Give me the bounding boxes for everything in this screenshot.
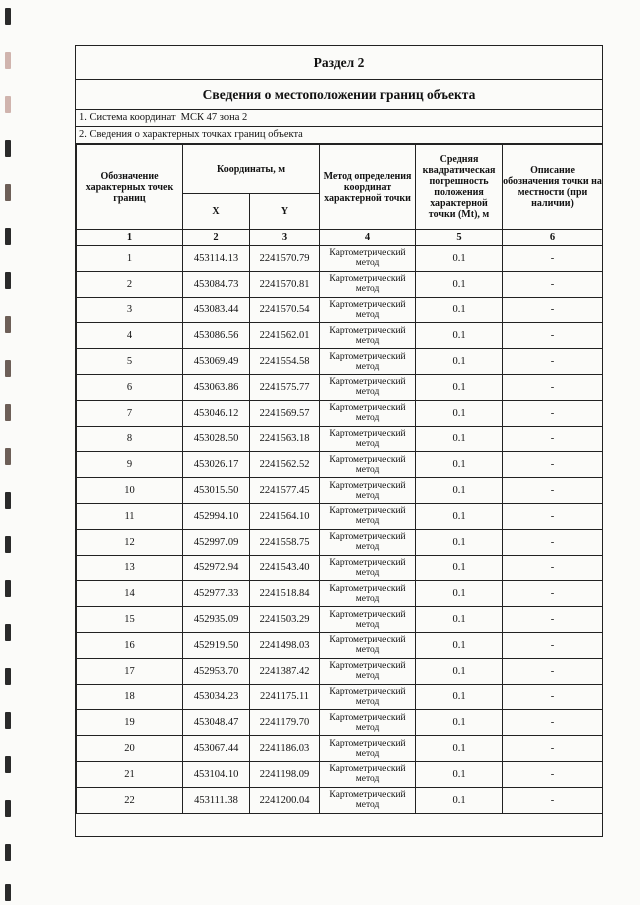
point-number-cell: 17 (77, 658, 183, 684)
method-cell: Картометрический метод (320, 400, 416, 426)
table-row (77, 761, 603, 787)
table-row (77, 271, 603, 297)
y-coordinate-cell: 2241577.45 (250, 478, 320, 504)
y-coordinate-cell: 2241186.03 (250, 736, 320, 762)
section-subtitle: Сведения о местоположении границ объекта (76, 80, 602, 110)
header-description: Описание обозначения точки на местности (при наличии) (503, 145, 603, 230)
y-coordinate-cell: 2241562.01 (250, 323, 320, 349)
table-row (77, 374, 603, 400)
x-coordinate-cell: 453026.17 (183, 452, 250, 478)
error-cell: 0.1 (416, 710, 503, 736)
y-coordinate-cell: 2241575.77 (250, 374, 320, 400)
description-cell: - (503, 349, 603, 375)
error-cell: 0.1 (416, 607, 503, 633)
description-cell: - (503, 297, 603, 323)
description-cell: - (503, 710, 603, 736)
point-number-cell: 5 (77, 349, 183, 375)
point-number-cell: 21 (77, 761, 183, 787)
table-row (77, 452, 603, 478)
table-row (77, 581, 603, 607)
description-cell: - (503, 503, 603, 529)
point-number-cell: 8 (77, 426, 183, 452)
table-row (77, 607, 603, 633)
column-numbers-row (77, 230, 603, 246)
x-coordinate-cell: 453028.50 (183, 426, 250, 452)
table-row (77, 478, 603, 504)
error-cell: 0.1 (416, 632, 503, 658)
column-number: 4 (320, 230, 416, 246)
x-coordinate-cell: 453069.49 (183, 349, 250, 375)
method-cell: Картометрический метод (320, 374, 416, 400)
y-coordinate-cell: 2241554.58 (250, 349, 320, 375)
y-coordinate-cell: 2241179.70 (250, 710, 320, 736)
x-coordinate-cell: 452972.94 (183, 555, 250, 581)
table-row (77, 246, 603, 272)
column-number: 5 (416, 230, 503, 246)
header-method: Метод определения координат характерной точки (320, 145, 416, 230)
table-row (77, 736, 603, 762)
error-cell: 0.1 (416, 787, 503, 813)
method-cell: Картометрический метод (320, 323, 416, 349)
description-cell: - (503, 736, 603, 762)
error-cell: 0.1 (416, 684, 503, 710)
point-number-cell: 2 (77, 271, 183, 297)
point-number-cell: 14 (77, 581, 183, 607)
description-cell: - (503, 684, 603, 710)
x-coordinate-cell: 452935.09 (183, 607, 250, 633)
x-coordinate-cell: 453083.44 (183, 297, 250, 323)
description-cell: - (503, 761, 603, 787)
point-number-cell: 12 (77, 529, 183, 555)
point-number-cell: 4 (77, 323, 183, 349)
method-cell: Картометрический метод (320, 684, 416, 710)
error-cell: 0.1 (416, 503, 503, 529)
y-coordinate-cell: 2241563.18 (250, 426, 320, 452)
binding-holes (2, 0, 16, 905)
table-row (77, 710, 603, 736)
x-coordinate-cell: 453046.12 (183, 400, 250, 426)
table-row (77, 323, 603, 349)
y-coordinate-cell: 2241543.40 (250, 555, 320, 581)
table-row (77, 632, 603, 658)
table-body (77, 145, 603, 814)
y-coordinate-cell: 2241569.57 (250, 400, 320, 426)
error-cell: 0.1 (416, 581, 503, 607)
error-cell: 0.1 (416, 323, 503, 349)
coord-system-line (76, 110, 602, 127)
point-number-cell: 19 (77, 710, 183, 736)
x-coordinate-cell: 453067.44 (183, 736, 250, 762)
point-number-cell: 11 (77, 503, 183, 529)
header-error: Средняя квадратическая погрешность положения характерной точки (Mt), м (416, 145, 503, 230)
x-coordinate-cell: 453104.10 (183, 761, 250, 787)
y-coordinate-cell: 2241498.03 (250, 632, 320, 658)
table-row (77, 529, 603, 555)
method-cell: Картометрический метод (320, 246, 416, 272)
points-info-line: 2. Сведения о характерных точках границ объекта (76, 127, 602, 144)
description-cell: - (503, 374, 603, 400)
error-cell: 0.1 (416, 658, 503, 684)
error-cell: 0.1 (416, 736, 503, 762)
x-coordinate-cell: 453086.56 (183, 323, 250, 349)
error-cell: 0.1 (416, 555, 503, 581)
method-cell: Картометрический метод (320, 555, 416, 581)
table-row (77, 555, 603, 581)
point-number-cell: 9 (77, 452, 183, 478)
table-row (77, 426, 603, 452)
column-number: 2 (183, 230, 250, 246)
column-number: 3 (250, 230, 320, 246)
description-cell: - (503, 246, 603, 272)
error-cell: 0.1 (416, 426, 503, 452)
method-cell: Картометрический метод (320, 452, 416, 478)
method-cell: Картометрический метод (320, 658, 416, 684)
description-cell: - (503, 271, 603, 297)
x-coordinate-cell: 452997.09 (183, 529, 250, 555)
description-cell: - (503, 478, 603, 504)
y-coordinate-cell: 2241564.10 (250, 503, 320, 529)
method-cell: Картометрический метод (320, 607, 416, 633)
error-cell: 0.1 (416, 478, 503, 504)
error-cell: 0.1 (416, 761, 503, 787)
description-cell: - (503, 529, 603, 555)
description-cell: - (503, 555, 603, 581)
y-coordinate-cell: 2241200.04 (250, 787, 320, 813)
y-coordinate-cell: 2241570.81 (250, 271, 320, 297)
method-cell: Картометрический метод (320, 761, 416, 787)
x-coordinate-cell: 452994.10 (183, 503, 250, 529)
point-number-cell: 13 (77, 555, 183, 581)
description-cell: - (503, 607, 603, 633)
method-cell: Картометрический метод (320, 271, 416, 297)
description-cell: - (503, 400, 603, 426)
header-x: X (183, 194, 250, 230)
boundary-points-table (76, 144, 603, 814)
table-row (77, 400, 603, 426)
document-sheet (75, 45, 603, 837)
y-coordinate-cell: 2241503.29 (250, 607, 320, 633)
description-cell: - (503, 452, 603, 478)
method-cell: Картометрический метод (320, 426, 416, 452)
column-number: 1 (77, 230, 183, 246)
y-coordinate-cell: 2241518.84 (250, 581, 320, 607)
error-cell: 0.1 (416, 452, 503, 478)
y-coordinate-cell: 2241175.11 (250, 684, 320, 710)
description-cell: - (503, 426, 603, 452)
y-coordinate-cell: 2241562.52 (250, 452, 320, 478)
x-coordinate-cell: 452977.33 (183, 581, 250, 607)
method-cell: Картометрический метод (320, 581, 416, 607)
x-coordinate-cell: 453034.23 (183, 684, 250, 710)
error-cell: 0.1 (416, 374, 503, 400)
description-cell: - (503, 787, 603, 813)
error-cell: 0.1 (416, 349, 503, 375)
y-coordinate-cell: 2241198.09 (250, 761, 320, 787)
header-coordinates: Координаты, м (183, 145, 320, 194)
description-cell: - (503, 632, 603, 658)
header-row (77, 145, 603, 194)
description-cell: - (503, 658, 603, 684)
method-cell: Картометрический метод (320, 349, 416, 375)
error-cell: 0.1 (416, 529, 503, 555)
method-cell: Картометрический метод (320, 503, 416, 529)
point-number-cell: 22 (77, 787, 183, 813)
method-cell: Картометрический метод (320, 297, 416, 323)
table-row (77, 684, 603, 710)
y-coordinate-cell: 2241570.54 (250, 297, 320, 323)
x-coordinate-cell: 453048.47 (183, 710, 250, 736)
error-cell: 0.1 (416, 297, 503, 323)
method-cell: Картометрический метод (320, 632, 416, 658)
x-coordinate-cell: 453084.73 (183, 271, 250, 297)
section-title: Раздел 2 (76, 46, 602, 80)
point-number-cell: 10 (77, 478, 183, 504)
method-cell: Картометрический метод (320, 787, 416, 813)
description-cell: - (503, 581, 603, 607)
point-number-cell: 7 (77, 400, 183, 426)
point-number-cell: 16 (77, 632, 183, 658)
coord-system-label: 1. Система координат (79, 112, 176, 123)
error-cell: 0.1 (416, 271, 503, 297)
table-row (77, 787, 603, 813)
x-coordinate-cell: 453063.86 (183, 374, 250, 400)
table-footer-space (76, 817, 602, 836)
point-number-cell: 15 (77, 607, 183, 633)
method-cell: Картометрический метод (320, 710, 416, 736)
x-coordinate-cell: 453114.13 (183, 246, 250, 272)
x-coordinate-cell: 452919.50 (183, 632, 250, 658)
x-coordinate-cell: 452953.70 (183, 658, 250, 684)
table-row (77, 503, 603, 529)
table-row (77, 297, 603, 323)
point-number-cell: 3 (77, 297, 183, 323)
point-number-cell: 20 (77, 736, 183, 762)
description-cell: - (503, 323, 603, 349)
header-y: Y (250, 194, 320, 230)
header-designation: Обозначение характерных точек границ (77, 145, 183, 230)
table-row (77, 658, 603, 684)
column-number: 6 (503, 230, 603, 246)
y-coordinate-cell: 2241387.42 (250, 658, 320, 684)
point-number-cell: 18 (77, 684, 183, 710)
table-row (77, 349, 603, 375)
point-number-cell: 6 (77, 374, 183, 400)
y-coordinate-cell: 2241558.75 (250, 529, 320, 555)
x-coordinate-cell: 453111.38 (183, 787, 250, 813)
method-cell: Картометрический метод (320, 736, 416, 762)
y-coordinate-cell: 2241570.79 (250, 246, 320, 272)
method-cell: Картометрический метод (320, 478, 416, 504)
coord-system-value: МСК 47 зона 2 (180, 112, 248, 123)
point-number-cell: 1 (77, 246, 183, 272)
x-coordinate-cell: 453015.50 (183, 478, 250, 504)
error-cell: 0.1 (416, 246, 503, 272)
error-cell: 0.1 (416, 400, 503, 426)
method-cell: Картометрический метод (320, 529, 416, 555)
